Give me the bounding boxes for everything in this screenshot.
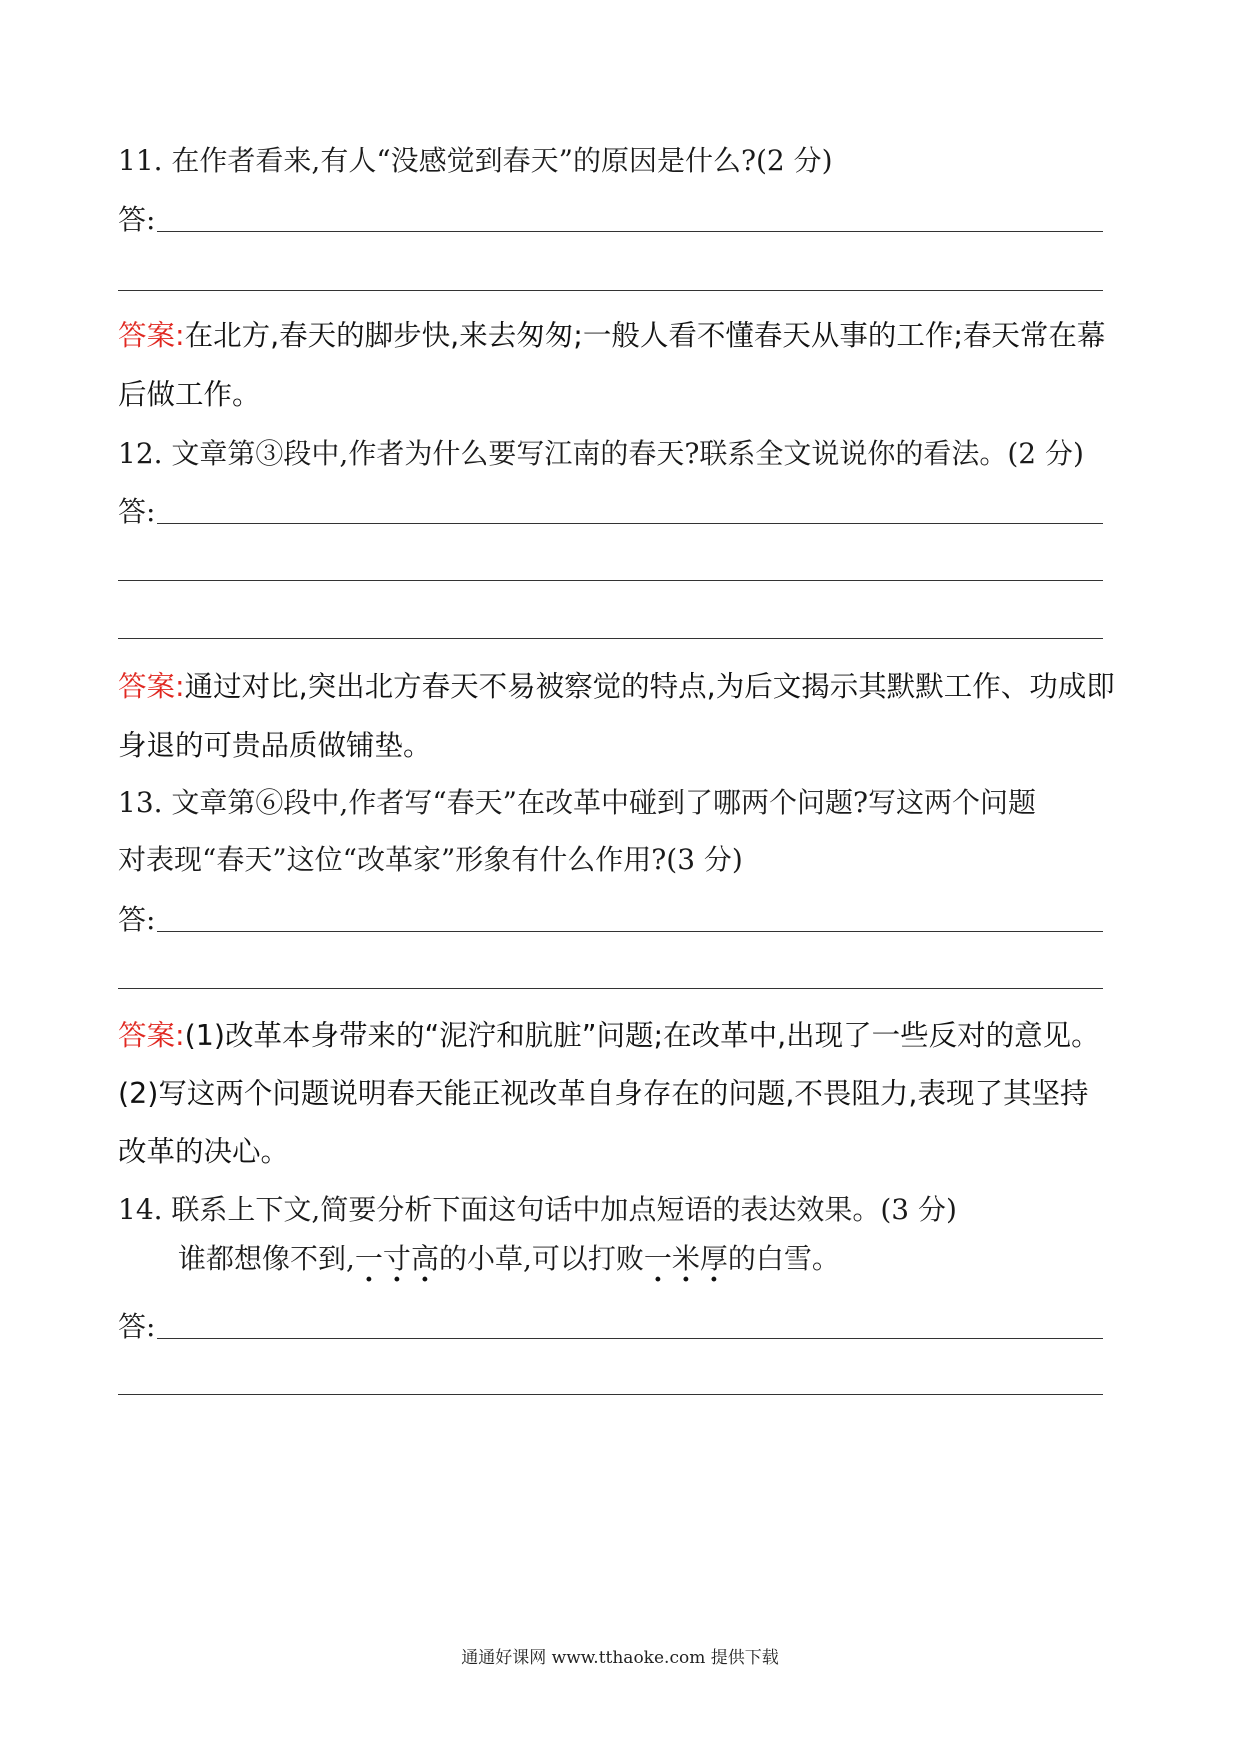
answer-key-q11-line2: 后做工作。 <box>118 378 261 411</box>
answer-underline <box>157 1338 1103 1339</box>
question-12: 12. 文章第③段中,作者为什么要写江南的春天?联系全文说说你的看法。(2 分) <box>118 437 1084 470</box>
answer-underline <box>157 523 1103 524</box>
answer-underline <box>157 931 1103 932</box>
emphasized-char: 高 <box>410 1242 439 1275</box>
answer-key-label: 答案: <box>118 1019 185 1052</box>
emphasized-char: 米 <box>671 1242 700 1275</box>
question-13-line2: 对表现“春天”这位“改革家”形象有什么作用?(3 分) <box>118 843 743 876</box>
answer-key-text: 在北方,春天的脚步快,来去匆匆;一般人看不懂春天从事的工作;春天常在幕 <box>184 319 1106 352</box>
question-11: 11. 在作者看来,有人“没感觉到春天”的原因是什么?(2 分) <box>118 144 833 177</box>
question-13: 13. 文章第⑥段中,作者写“春天”在改革中碰到了哪两个问题?写这两个问题 <box>118 786 1036 819</box>
answer-blank-line[interactable] <box>118 290 1103 291</box>
question-14: 14. 联系上下文,简要分析下面这句话中加点短语的表达效果。(3 分) <box>118 1193 957 1226</box>
answer-label: 答: <box>118 495 156 528</box>
quote-part: 的白雪。 <box>727 1242 840 1275</box>
emphasized-char: 厚 <box>699 1242 728 1275</box>
answer-label: 答: <box>118 1310 156 1343</box>
answer-blank-line[interactable] <box>118 988 1103 989</box>
answer-blank-line[interactable] <box>118 638 1103 639</box>
answer-key-q12 <box>118 670 1128 703</box>
answer-key-label: 答案: <box>118 319 185 352</box>
emphasized-char: 一 <box>354 1242 383 1275</box>
answer-key-q11 <box>118 319 1128 352</box>
answer-field-q14[interactable] <box>118 1307 1103 1341</box>
page-footer: 通通好课网 www.tthaoke.com 提供下载 <box>461 1648 779 1668</box>
answer-field-q12[interactable] <box>118 492 1103 526</box>
answer-key-q12-line2: 身退的可贵品质做铺垫。 <box>118 729 432 762</box>
quote-part: 的小草,可以打败 <box>438 1242 644 1275</box>
emphasized-char: 一 <box>643 1242 672 1275</box>
emphasized-char: 寸 <box>382 1242 411 1275</box>
answer-key-label: 答案: <box>118 670 185 703</box>
answer-field-q11[interactable] <box>118 200 1103 234</box>
answer-key-q13 <box>118 1019 1128 1052</box>
answer-underline <box>157 231 1103 232</box>
answer-key-q13-line3: 改革的决心。 <box>118 1135 290 1168</box>
answer-blank-line[interactable] <box>118 1394 1103 1395</box>
quote-part: 谁都想像不到, <box>178 1242 355 1275</box>
quoted-sentence <box>178 1242 840 1275</box>
answer-label: 答: <box>118 903 156 936</box>
answer-field-q13[interactable] <box>118 900 1103 934</box>
answer-key-text: (1)改革本身带来的“泥泞和肮脏”问题;在改革中,出现了一些反对的意见。 <box>184 1019 1100 1052</box>
answer-label: 答: <box>118 203 156 236</box>
answer-blank-line[interactable] <box>118 580 1103 581</box>
answer-key-text: 通过对比,突出北方春天不易被察觉的特点,为后文揭示其默默工作、功成即 <box>184 670 1115 703</box>
answer-key-q13-line2: (2)写这两个问题说明春天能正视改革自身存在的问题,不畏阻力,表现了其坚持 <box>118 1077 1089 1110</box>
